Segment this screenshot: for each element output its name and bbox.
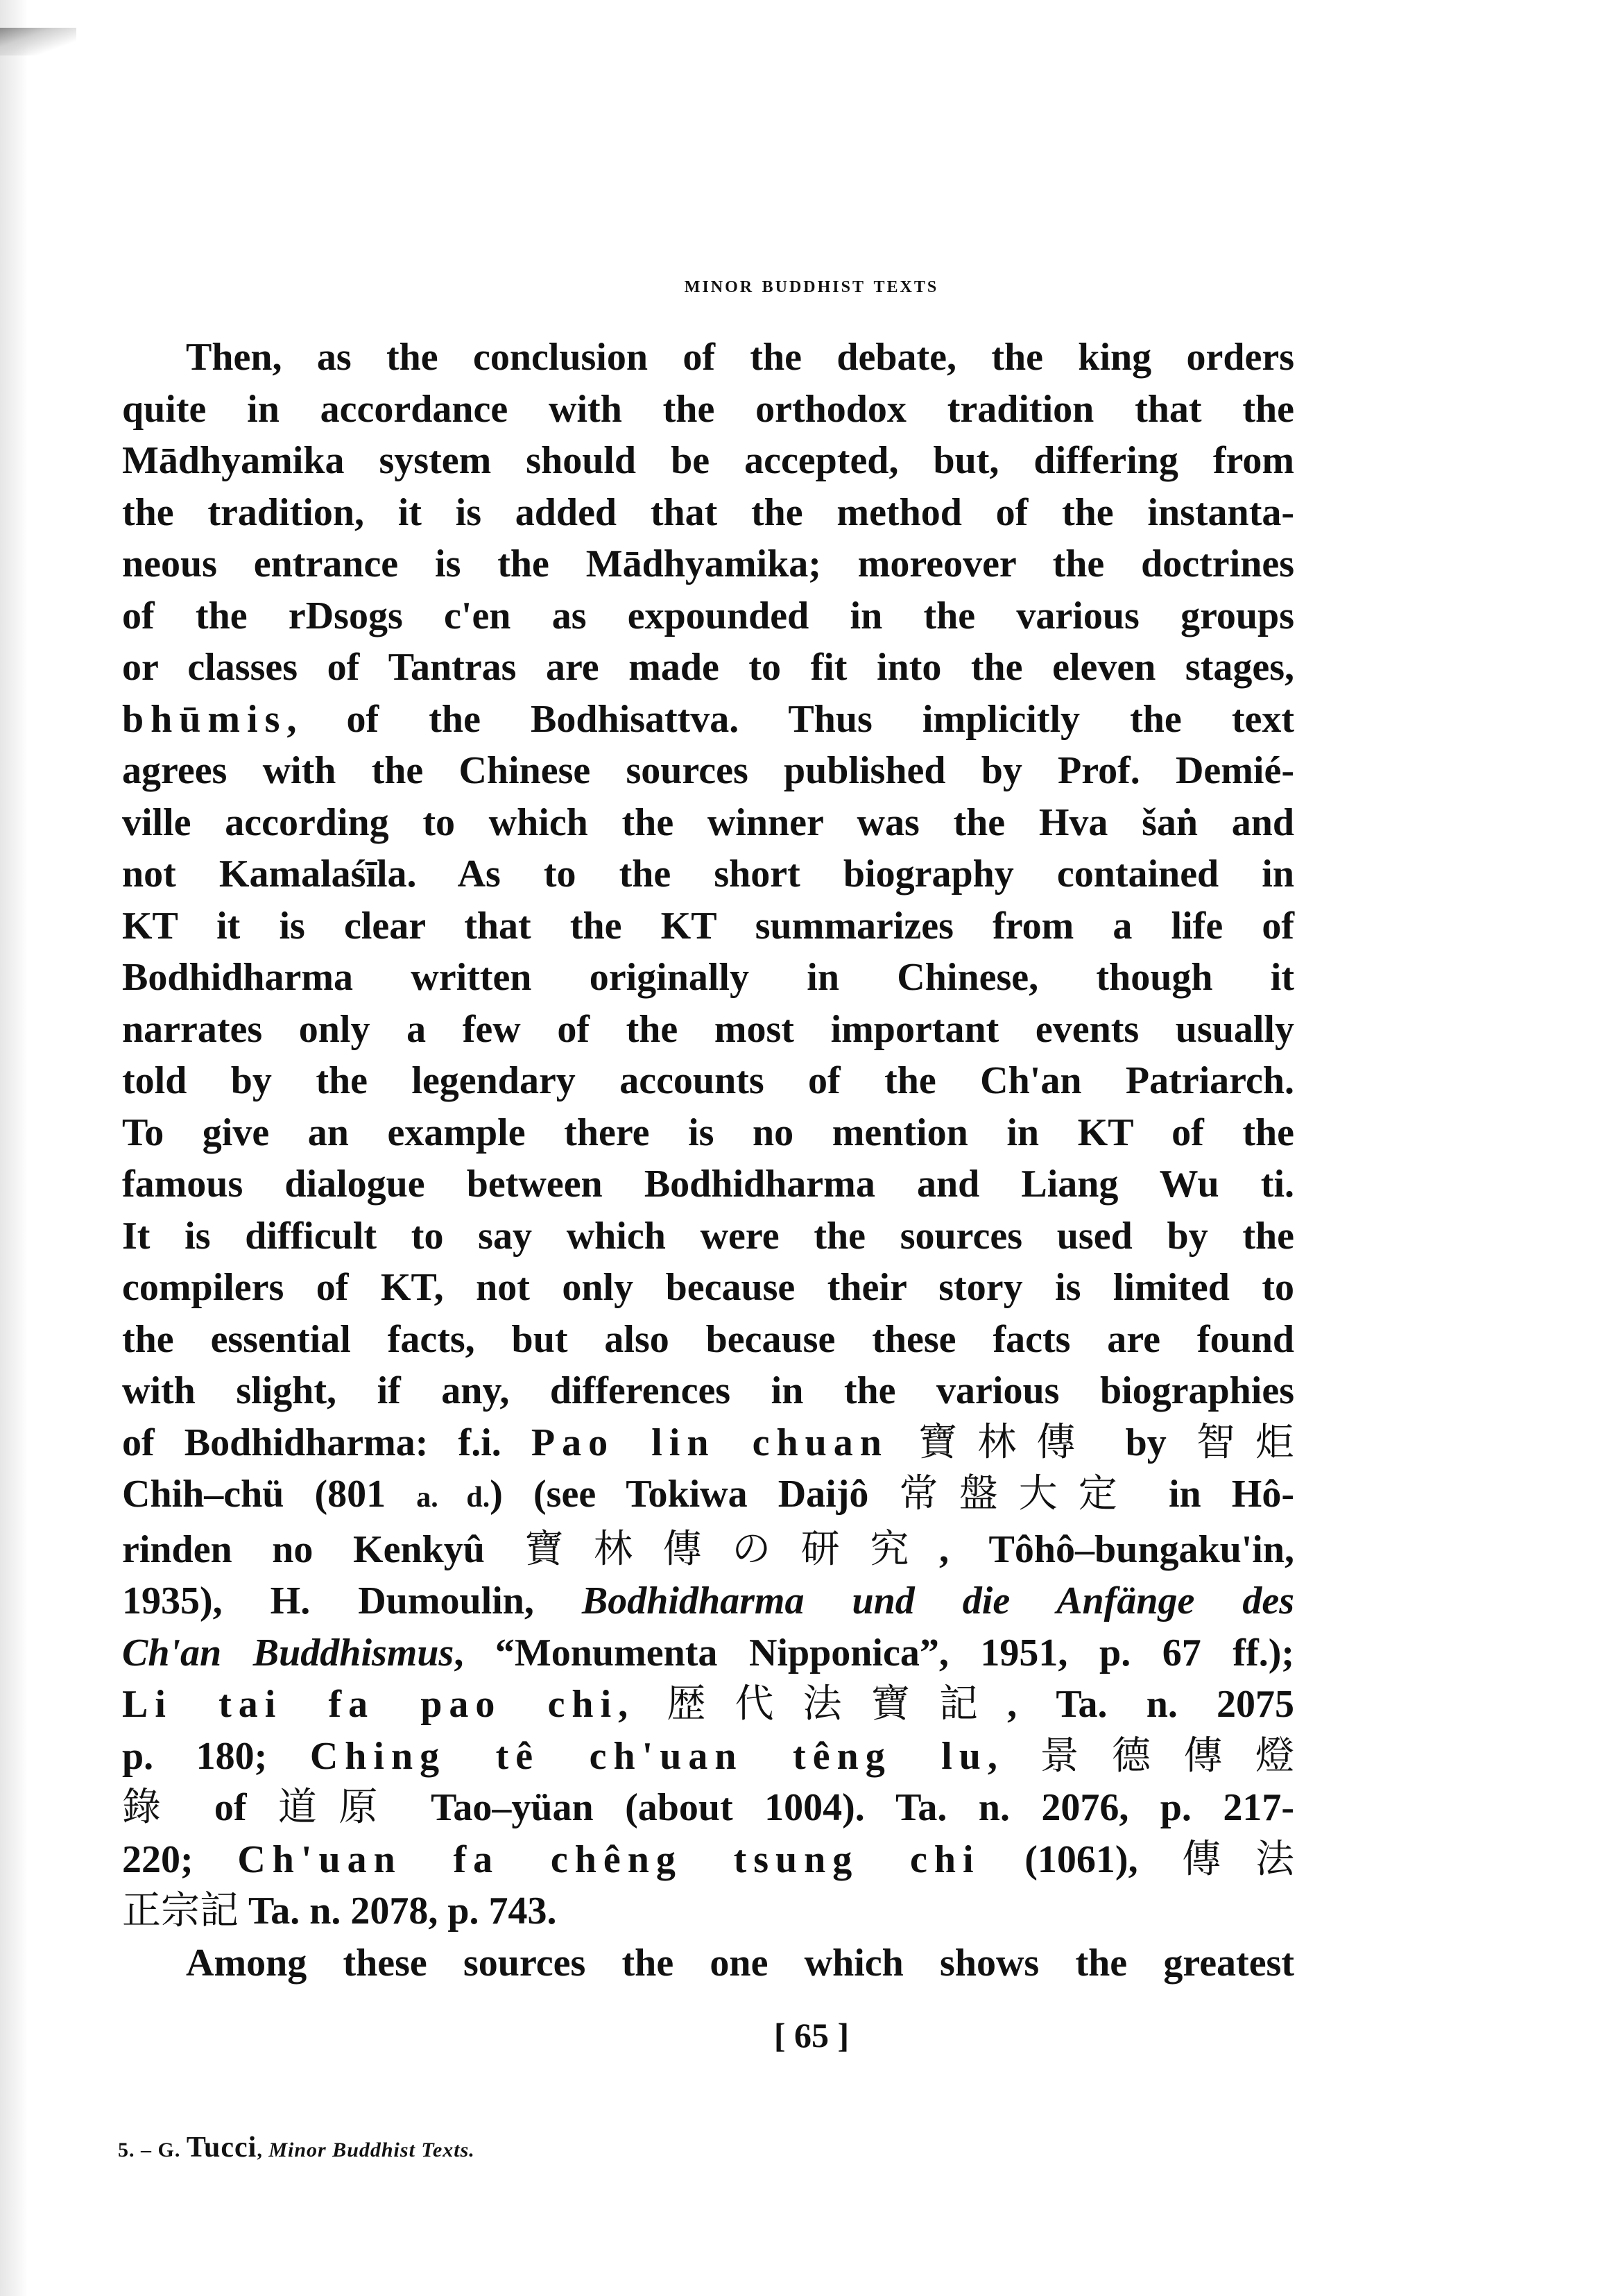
text-line: It is difficult to say which were the sources used by the bbox=[122, 1214, 1294, 1258]
text-line: famous dialogue between Bodhidharma and Liang Wu ti. bbox=[122, 1163, 1294, 1206]
text-line: 正宗記 Ta. n. 2078, p. 743. bbox=[122, 1888, 557, 1933]
scan-corner-shadow bbox=[0, 28, 76, 55]
text-line: Ch'an Buddhismus, “Monumenta Nipponica”, 1951, p. 67 ff.); bbox=[122, 1631, 1295, 1674]
scan-edge-shadow bbox=[0, 0, 28, 2296]
text-line: agrees with the Chinese sources published by Prof. Demié- bbox=[122, 749, 1294, 792]
work-title: Ch'uan fa chêng tsung chi bbox=[237, 1837, 981, 1881]
text-line: quite in accordance with the orthodox tradition that the bbox=[122, 387, 1294, 431]
cjk-text: 景德傳燈 bbox=[1040, 1733, 1295, 1779]
cjk-text: 錄 bbox=[122, 1785, 183, 1830]
text-line: the essential facts, but also because these facts are found bbox=[122, 1317, 1294, 1361]
work-title: Li tai fa pao chi bbox=[122, 1683, 619, 1726]
page-number: [ 65 ] bbox=[773, 2016, 850, 2055]
cjk-text: 歴代法寶記 bbox=[667, 1681, 1008, 1727]
cjk-text: 寶林傳 bbox=[918, 1419, 1096, 1465]
text-line: To give an example there is no mention in KT of the bbox=[122, 1111, 1294, 1154]
text-line: of Bodhidharma: f.i. Pao lin chuan 寶林傳 by 智炬 bbox=[122, 1419, 1295, 1465]
text-line: Li tai fa pao chi, 歴代法寶記, Ta. n. 2075 bbox=[122, 1681, 1295, 1727]
text-line: Chih–chü (801 a. d.) (see Tokiwa Daijô 常盤大定 in Hô- bbox=[122, 1471, 1295, 1516]
text-line: not Kamalaśīla. As to the short biography contained in bbox=[122, 853, 1294, 896]
running-head: minor buddhist texts bbox=[684, 272, 939, 298]
text-line: Among these sources the one which shows the greatest bbox=[186, 1941, 1294, 1985]
cjk-text: 寶林傳の研究 bbox=[524, 1526, 939, 1572]
body-text bbox=[122, 332, 1294, 1989]
cjk-text: 道原 bbox=[277, 1785, 400, 1830]
text-line: KT it is clear that the KT summarizes from a life of bbox=[122, 904, 1294, 948]
cjk-text: 傳法 bbox=[1182, 1836, 1295, 1882]
text-line: 錄 of 道原 Tao–yüan (about 1004). Ta. n. 2076, p. 217- bbox=[122, 1785, 1295, 1830]
text-line: 220; Ch'uan fa chêng tsung chi (1061), 傳法 bbox=[122, 1836, 1295, 1882]
text-line: ville according to which the winner was the Hva šaṅ and bbox=[122, 800, 1294, 844]
cjk-text: 正宗記 bbox=[122, 1888, 239, 1933]
cjk-text: 智炬 bbox=[1196, 1419, 1295, 1465]
cjk-text: 常盤大定 bbox=[899, 1471, 1138, 1516]
text-line: bhūmis, of the Bodhisattva. Thus implicitly the text bbox=[122, 697, 1294, 741]
text-line: the tradition, it is added that the method of the instanta- bbox=[122, 490, 1294, 534]
signature-title: Minor Buddhist Texts. bbox=[268, 2139, 475, 2161]
text-line: Then, as the conclusion of the debate, the king orders bbox=[186, 336, 1294, 379]
text-line: of the rDsogs c'en as expounded in the various groups bbox=[122, 594, 1294, 637]
text-line: narrates only a few of the most important events usually bbox=[122, 1007, 1294, 1051]
text-line: Bodhidharma written originally in Chinese, though it bbox=[122, 956, 1294, 999]
text-line: told by the legendary accounts of the Ch'an Patriarch. bbox=[122, 1059, 1294, 1102]
book-title: Bodhidharma und die Anfänge des bbox=[581, 1579, 1294, 1622]
work-title: Ching tê ch'uan têng lu bbox=[309, 1734, 988, 1778]
work-title: Pao lin chuan bbox=[531, 1421, 888, 1464]
text-line: Mādhyamika system should be accepted, but, differing from bbox=[122, 439, 1294, 482]
text-line: compilers of KT, not only because their story is limited to bbox=[122, 1266, 1294, 1309]
text-line: rinden no Kenkyû 寶林傳の研究, Tôhô–bungaku'in, bbox=[122, 1526, 1295, 1572]
sanskrit-term: bhūmis bbox=[122, 697, 287, 741]
text-line: neous entrance is the Mādhyamika; moreover the doctrines bbox=[122, 542, 1294, 585]
text-line: or classes of Tantras are made to fit into the eleven stages, bbox=[122, 646, 1294, 689]
text-line: with slight, if any, differences in the various biographies bbox=[122, 1369, 1294, 1412]
signature-author: Tucci bbox=[186, 2132, 257, 2164]
text-line: 1935), H. Dumoulin, Bodhidharma und die Anfänge des bbox=[122, 1579, 1294, 1622]
book-title: Ch'an Buddhismus bbox=[122, 1631, 454, 1674]
signature-line: 5. – G. Tucci, Minor Buddhist Texts. bbox=[118, 2132, 475, 2164]
text-line: p. 180; Ching tê ch'uan têng lu, 景德傳燈 bbox=[122, 1733, 1295, 1779]
era-abbrev: a. d. bbox=[416, 1482, 490, 1514]
